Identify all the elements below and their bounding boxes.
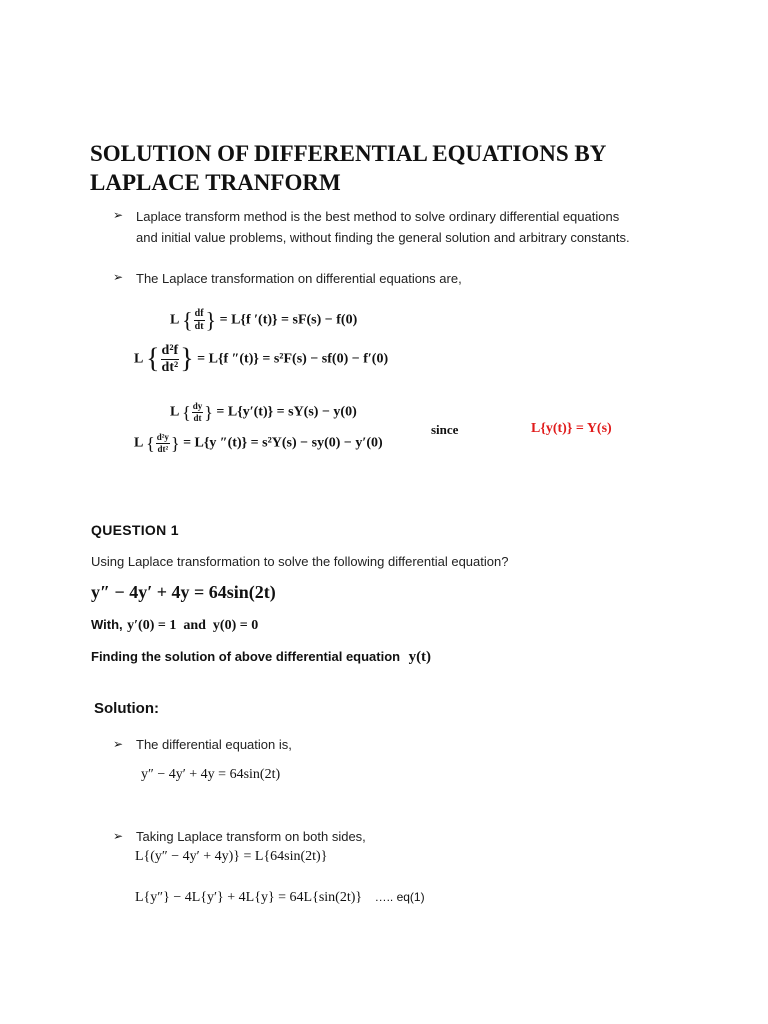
formula-second-derivative [134, 344, 388, 375]
fraction-numerator: d²f [161, 343, 179, 358]
fraction-numerator: dy [192, 401, 203, 411]
formula-rhs: = L{y ″(t)} = s²Y(s) − sy(0) − y′(0) [183, 435, 383, 451]
solution-bullet-1: The differential equation is, [136, 737, 292, 752]
solution-heading: Solution: [94, 700, 159, 717]
fraction-numerator: df [194, 308, 204, 319]
solution-bullet-2: Taking Laplace transform on both sides, [136, 829, 366, 844]
right-brace-icon: } [170, 433, 180, 454]
equation-tag: ….. eq(1) [374, 890, 425, 904]
left-brace-icon: { [146, 343, 160, 375]
left-brace-icon: { [146, 433, 155, 454]
condition-equation: y′(0) = 1 and y(0) = 0 [127, 618, 259, 633]
title-line-2: LAPLACE TRANFORM [90, 170, 341, 195]
arrow-bullet-icon: ➢ [113, 270, 124, 284]
formula-y-first-derivative [170, 402, 357, 423]
solution-equation-3: L{y″} − 4L{y′} + 4L{y} = 64L{sin(2t)} [135, 890, 363, 905]
solution-equation-1: y″ − 4y′ + 4y = 64sin(2t) [141, 767, 281, 782]
intro-bullet-2: The Laplace transformation on differential equations are, [136, 271, 462, 286]
solution-equation-3-line [135, 888, 425, 906]
initial-conditions [91, 616, 258, 634]
since-label: since [431, 422, 459, 437]
fraction-denominator: dt [194, 321, 204, 332]
formula-y-second-derivative [134, 433, 383, 454]
question-equation: y″ − 4y′ + 4y = 64sin(2t) [91, 582, 276, 602]
question-prompt: Using Laplace transformation to solve the following differential equation? [91, 554, 509, 569]
left-brace-icon: { [182, 307, 193, 333]
arrow-bullet-icon: ➢ [113, 208, 124, 222]
laplace-operator: L [170, 312, 179, 328]
formula-rhs: = L{f ″(t)} = s²F(s) − sf(0) − f′(0) [197, 351, 389, 367]
right-brace-icon: } [180, 343, 194, 375]
fraction-denominator: dt² [157, 444, 169, 454]
arrow-bullet-icon: ➢ [113, 737, 124, 751]
finding-line [91, 648, 431, 666]
fraction-numerator: d²y [156, 432, 169, 442]
formula-rhs: = L{y′(t)} = sY(s) − y(0) [216, 404, 357, 420]
right-brace-icon: } [204, 402, 213, 423]
intro-bullet-1-line-2: and initial value problems, without finding the general solution and arbitrary constants. [136, 230, 630, 245]
formula-rhs: = L{f ′(t)} = sF(s) − f(0) [219, 312, 358, 328]
solution-equation-2: L{(y″ − 4y′ + 4y)} = L{64sin(2t)} [135, 849, 328, 864]
fraction-denominator: dt [193, 413, 202, 423]
intro-bullet-1-line-1: Laplace transform method is the best method to solve ordinary differential equations [136, 209, 620, 224]
laplace-operator: L [170, 404, 179, 420]
formula-first-derivative [170, 309, 357, 332]
finding-variable: y(t) [408, 649, 432, 665]
title-line-1: SOLUTION OF DIFFERENTIAL EQUATIONS BY [90, 141, 607, 166]
left-brace-icon: { [182, 402, 191, 423]
fraction-denominator: dt² [161, 360, 179, 375]
finding-text: Finding the solution of above differential equation [91, 649, 401, 664]
intro-bullet-1 [136, 206, 630, 248]
page-title [90, 139, 606, 197]
with-label: With, [91, 617, 123, 632]
since-equation: L{y(t)} = Y(s) [531, 421, 612, 436]
question-heading: QUESTION 1 [91, 522, 179, 538]
right-brace-icon: } [205, 307, 217, 333]
laplace-operator: L [134, 435, 143, 451]
laplace-operator: L [134, 351, 143, 367]
arrow-bullet-icon: ➢ [113, 829, 124, 843]
